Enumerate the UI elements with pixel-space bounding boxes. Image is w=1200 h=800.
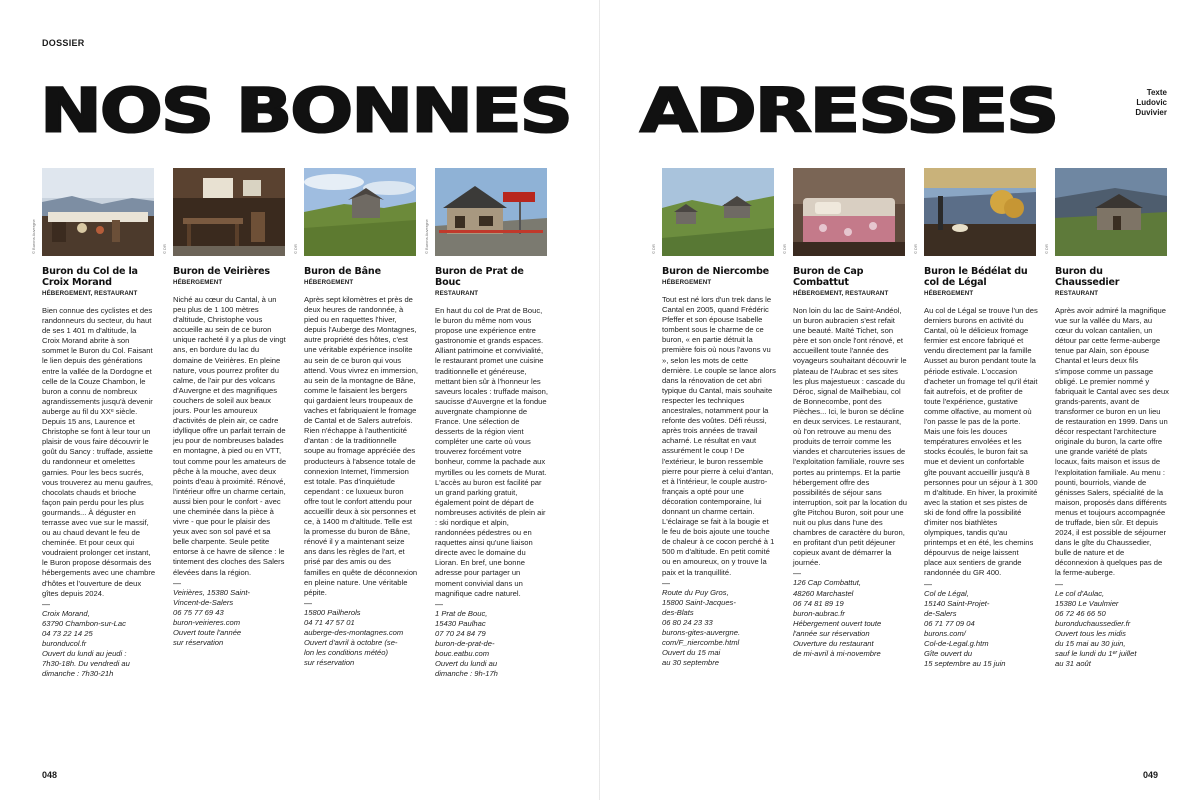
entry-category: HÉBERGEMENT	[924, 290, 974, 297]
entry-name: Buron de Prat de Bouc	[435, 266, 524, 288]
entry-info: Col de Légal, 15140 Saint-Projet- de-Salers 06 71 77 09 04 burons.com/ Col-de-Legal.g.htm Gîte ouvert du 15 septembre au 15 juin	[924, 588, 1006, 669]
entry-name: Buron le Bédélat du col de Légal	[924, 266, 1028, 288]
entry-info: 1 Prat de Bouc, 15430 Paulhac 07 70 24 84 79 buron-de-prat-de- bouc.eatbu.com Ouvert du lundi au dimanche : 9h-17h	[435, 608, 498, 679]
entry-body: Après sept kilomètres et près de deux heures de randonnée, à pied ou en raquettes l'hiver, depuis l'Auberge des Montagnes, autre propriété des hôtes, c'est une véritable expérience insolite au sein de ce buron qui vous attend. Vous vivrez en immersion, au sein de la montagne de Bâne, comme le faisaient les bergers qui gardaient leurs troupeaux de vaches et fabriquaient le fromage de Cantal et de Salers autrefois. Rien n'échappe à l'authenticité d'antan : de la traditionnelle soupe au fromage appréciée des producteurs à l'absence totale de connexion Internet, l'immersion est totale. Pas d'inquiétude cependant : ce luxueux buron offre tout le confort attendu pour accueillir deux à six personnes et ce, à 1400 m d'altitude. Telle est la promesse du buron de Bâne, rénové il y a maintenant seize ans dans les règles de l'art, et prisé par des amis ou des familles en quête de déconnexion en pleine nature. Une véritable pépite.	[304, 295, 418, 597]
photo-buron-chaussedier	[1044, 168, 1167, 256]
entry-info: Le col d'Aulac, 15380 Le Vaulmier 06 72 46 66 50 buronduchaussedier.fr Ouvert tous les midis du 15 mai au 30 juin, sauf le lundi du 1ᵉʳ juillet au 31 août	[1055, 588, 1137, 669]
entry-body: Non loin du lac de Saint-Andéol, un buron aubracien s'est refait une beauté. Maïté Tichet, son père et son oncle l'ont rénové, et accueillent toute l'année des voyageurs souhaitant découvrir le plateau de l'Aubrac et ses sites les plus majestueux : cascade du Déroc, signal de Mailhebiau, col de Bonnecombe, pont des Pièches... Ici, le buron se décline en deux services. Le restaurant, où l'on retrouve au menu des produits de terroir comme les viandes et charcuteries issues de l'exploitation familiale, rouvre ses portes au printemps. Et la partie hébergement offre des possibilités de séjour sans interruption, soit par la location du gîte Pitchou Buron, soit pour une nuit ou plus dans l'une des chambres de caractère du buron, en profitant d'un petit déjeuner copieux avant de démarrer la journée.	[793, 306, 907, 568]
entry-body: Après avoir admiré la magnifique vue sur la vallée du Mars, au cœur du volcan cantalien, un détour par cette ferme-auberge tenue par Alain, son épouse Chantal et leurs deux fils s'impose comme un passage obligé. Le premier nommé y fabriquait le Cantal avec ses deux grands-parents, avant de transformer ce buron en un lieu de restauration en 1999. Dans un décor respectant l'architecture originale du buron, la carte offre une grande variété de plats locaux, faits maison et issus de l'exploitation familiale. Au menu : pounti, bourriols, viande de génisses Salers, spécialité de la maison, proposés dans différents menus et toujours accompagnée de truffade, bien sûr. Et depuis 2024, il est possible de séjourner dans le gîte du Chaussedier, bulle de nature et de déconnexion à quelques pas de la ferme-auberge.	[1055, 306, 1169, 578]
article-column	[31, 168, 156, 679]
byline	[1135, 88, 1167, 118]
photo-buron-cap-combattut	[782, 168, 905, 256]
separator: —	[42, 599, 50, 609]
entry-name: Buron de Bâne	[304, 266, 381, 277]
photo-buron-croix-morand	[31, 168, 154, 256]
entry-category: HÉBERGEMENT	[662, 279, 712, 286]
photo-buron-bedelat	[913, 168, 1036, 256]
entry-info: Veirières, 15380 Saint- Vincent-de-Salers 06 75 77 69 43 buron-veirieres.com Ouvert toute l'année sur réservation	[173, 587, 250, 648]
byline-last: Duvivier	[1135, 108, 1167, 117]
photo-credit: © DR	[913, 244, 918, 254]
article-column	[1044, 168, 1169, 669]
photo-buron-bane	[293, 168, 416, 256]
entry-info: Route du Puy Gros, 15800 Saint-Jacques- des-Blats 06 80 24 23 33 burons-gites-auvergne. com/F_niercombe.html Ouvert du 15 mai au 30 septembre	[662, 587, 741, 668]
separator: —	[924, 579, 932, 589]
separator: —	[304, 598, 312, 608]
byline-first: Ludovic	[1136, 98, 1167, 107]
photo-buron-niercombe	[651, 168, 774, 256]
entry-info: 126 Cap Combattut, 48260 Marchastel 06 74 81 89 19 buron-aubrac.fr Hébergement ouvert toute l'année sur réservation Ouverture du restaurant de mi-avril à mi-novembre	[793, 578, 882, 659]
article-column	[293, 168, 418, 668]
photo-credit: © DR	[651, 244, 656, 254]
entry-info: Croix Morand, 63790 Chambon-sur-Lac 04 73 22 14 25 buronducol.fr Ouvert du lundi au jeudi : 7h30-18h. Du vendredi au dimanche : 7h30-21h	[42, 608, 130, 679]
entry-body: En haut du col de Prat de Bouc, le buron du même nom vous propose une expérience entre gastronomie et grands espaces. Alliant patrimoine et convivialité, le restaurant promet une cuisine traditionnelle et généreuse, mettant bien sûr à l'honneur les saveurs locales : truffade maison, saucisse d'Auvergne et la fondue auvergnate championne de France. Une sélection de desserts de la région vient compléter une carte où vous trouverez forcément votre bonheur, comme la pachade aux myrtilles ou les cornets de Murat. L'accès au buron est facilité par un grand parking gratuit, également point de départ de nombreuses activités de plein air : ski nordique et alpin, randonnées pédestres ou en raquettes ainsi qu'une liaison directe avec le domaine du Lioran. En bref, une bonne adresse pour partager un moment convivial dans un magnifique cadre naturel.	[435, 306, 548, 598]
separator: —	[662, 578, 670, 588]
byline-label: Texte	[1146, 88, 1167, 97]
separator: —	[435, 599, 443, 609]
entry-info: 15800 Pailherols 04 71 47 57 01 auberge-des-montagnes.com Ouvert d'avril à octobre (se- lon les conditions météo) sur réservation	[304, 607, 404, 668]
entry-name: Buron du Chaussedier	[1055, 266, 1120, 288]
entry-category: HÉBERGEMENT, RESTAURANT	[793, 290, 889, 297]
entry-body: Au col de Légal se trouve l'un des derniers burons en activité du Cantal, où le délicieux fromage fermier est encore fabriqué et vendu directement par la famille Ausset au buron pendant toute la période estivale. L'occasion d'acheter un fromage tel qu'il était fait autrefois, et de profiter de toute l'expérience, gustative comme olfactive, au moment où l'on passe le pas de la porte. Mais une fois les douces températures envolées et les stocks écoulés, le buron fait sa mue et devient un confortable gîte pouvant accueillir jusqu'à 8 personnes pour un séjour à 1 300 m d'altitude. En hiver, la proximité avec la station et ses pistes de ski de fond offre la possibilité d'imiter nos biathlètes olympiques, tandis qu'au printemps et en été, les chemins dépourvus de neige laissent place aux sentiers de grande randonnée du GR 400.	[924, 306, 1038, 578]
entry-body: Niché au cœur du Cantal, à un peu plus de 1 100 mètres d'altitude, Christophe vous accueille au sein de ce buron unique racheté il y a plus de vingt ans, en bordure du lac du domaine de Veirières. En pleine nature, vous pourrez profiter du calme, de l'air pur des volcans d'Auvergne et des magnifiques couchers de soleil aux beaux jours. Pour les amoureux d'activités de plein air, ce cadre idyllique offre un parfait terrain de jeu pour de nombreuses balades en montagne, à pied ou en VTT, tout comme pour les amateurs de pêche à la mouche, avec deux points d'eau à proximité. Rénové, l'intérieur offre un charme certain, aussi bien pour le confort - avec une cheminée dans la pièce à vivre - que pour le plaisir des yeux avec son sol pavé et sa belle charpente. Seule petite entorse à ce havre de silence : le tintement des cloches des Salers élevées dans la région.	[173, 295, 287, 577]
photo-credit: © DR	[162, 244, 167, 254]
page-number-right: 049	[1142, 770, 1158, 780]
entry-category: HÉBERGEMENT	[173, 279, 223, 286]
photo-credit: © DR	[1044, 244, 1049, 254]
entry-category: HÉBERGEMENT	[304, 279, 354, 286]
entry-body: Tout est né lors d'un trek dans le Cantal en 2005, quand Frédéric Pfeffer et son épouse Isabelle tombent sous le charme de ce buron, « en partie détruit la première fois où nous l'avons vu », selon les mots de cette dernière. Le couple se lance alors dans la rénovation de cet abri typique du Cantal, mais souhaite respecter les techniques ancestrales, notamment pour la refonte des voûtes. Défi réussi, après trois années de travail acharné. Le résultat en vaut assurément le coup ! De l'extérieur, le buron ressemble pierre pour pierre à celui d'antan, et à l'intérieur, le couple austro-français a opté pour une décoration contemporaine, lui donnant un charme certain. L'éclairage se fait à la bougie et le feu de bois ajoute une touche de chaleur à ce cocon perché à 1 500 m d'altitude. En petit comité ou en amoureux, on y trouve la paix et la tranquillité.	[662, 295, 776, 577]
article-column	[913, 168, 1038, 669]
separator: —	[1055, 579, 1063, 589]
photo-buron-prat-de-bouc	[424, 168, 547, 256]
article-column	[651, 168, 776, 668]
photo-credit: © DR	[782, 244, 787, 254]
article-column	[162, 168, 287, 648]
entry-body: Bien connue des cyclistes et des randonneurs du secteur, du haut de ses 1 401 m d'altitude, la Croix Morand abrite à son sommet le Buron du Col. Faisant le lien depuis des générations entre la vallée de la Dordogne et celle de la Couze Chambon, le buron a connu de nombreux agrandissements jusqu'à devenir auberge au fil du XXᵉ siècle. Depuis 15 ans, Laurence et Christophe se font à leur tour un plaisir de vous faire découvrir le goût du Sancy : truffade, assiette du randonneur et omelettes garnies. Pour les becs sucrés, vous trouverez au menu gaufres, chocolats chauds et brioche façon pain perdu pour les plus gourmands... À déguster en terrasse avec vue sur le massif, ou au chaud devant le feu de cheminée. Et pour ceux qui voudraient prolonger cet instant, le Buron propose désormais des hébergements avec une chambre d'hôtes et l'ouverture de deux gîtes depuis 2024.	[42, 306, 156, 598]
page-number-left: 048	[42, 770, 58, 780]
entry-name: Buron du Col de la Croix Morand	[42, 266, 138, 288]
separator: —	[793, 569, 801, 579]
entry-category: RESTAURANT	[1055, 290, 1099, 297]
right-page	[600, 0, 1200, 800]
entry-category: HÉBERGEMENT, RESTAURANT	[42, 290, 138, 297]
separator: —	[173, 578, 181, 588]
article-column	[782, 168, 907, 659]
photo-buron-veirieres	[162, 168, 285, 256]
headline-left: NOS BONNES	[40, 75, 571, 147]
entry-name: Buron de Veirières	[173, 266, 270, 277]
photo-credit: © DR	[293, 244, 298, 254]
photo-credit: © Burons Auvergne	[424, 219, 429, 254]
entry-category: RESTAURANT	[435, 290, 479, 297]
entry-name: Buron de Niercombe	[662, 266, 769, 277]
entry-name: Buron de Cap Combattut	[793, 266, 864, 288]
photo-credit: © Burons Auvergne	[31, 219, 36, 254]
headline-right: ADRESSES	[640, 75, 1058, 147]
section-label: DOSSIER	[42, 38, 85, 48]
article-column	[424, 168, 549, 679]
